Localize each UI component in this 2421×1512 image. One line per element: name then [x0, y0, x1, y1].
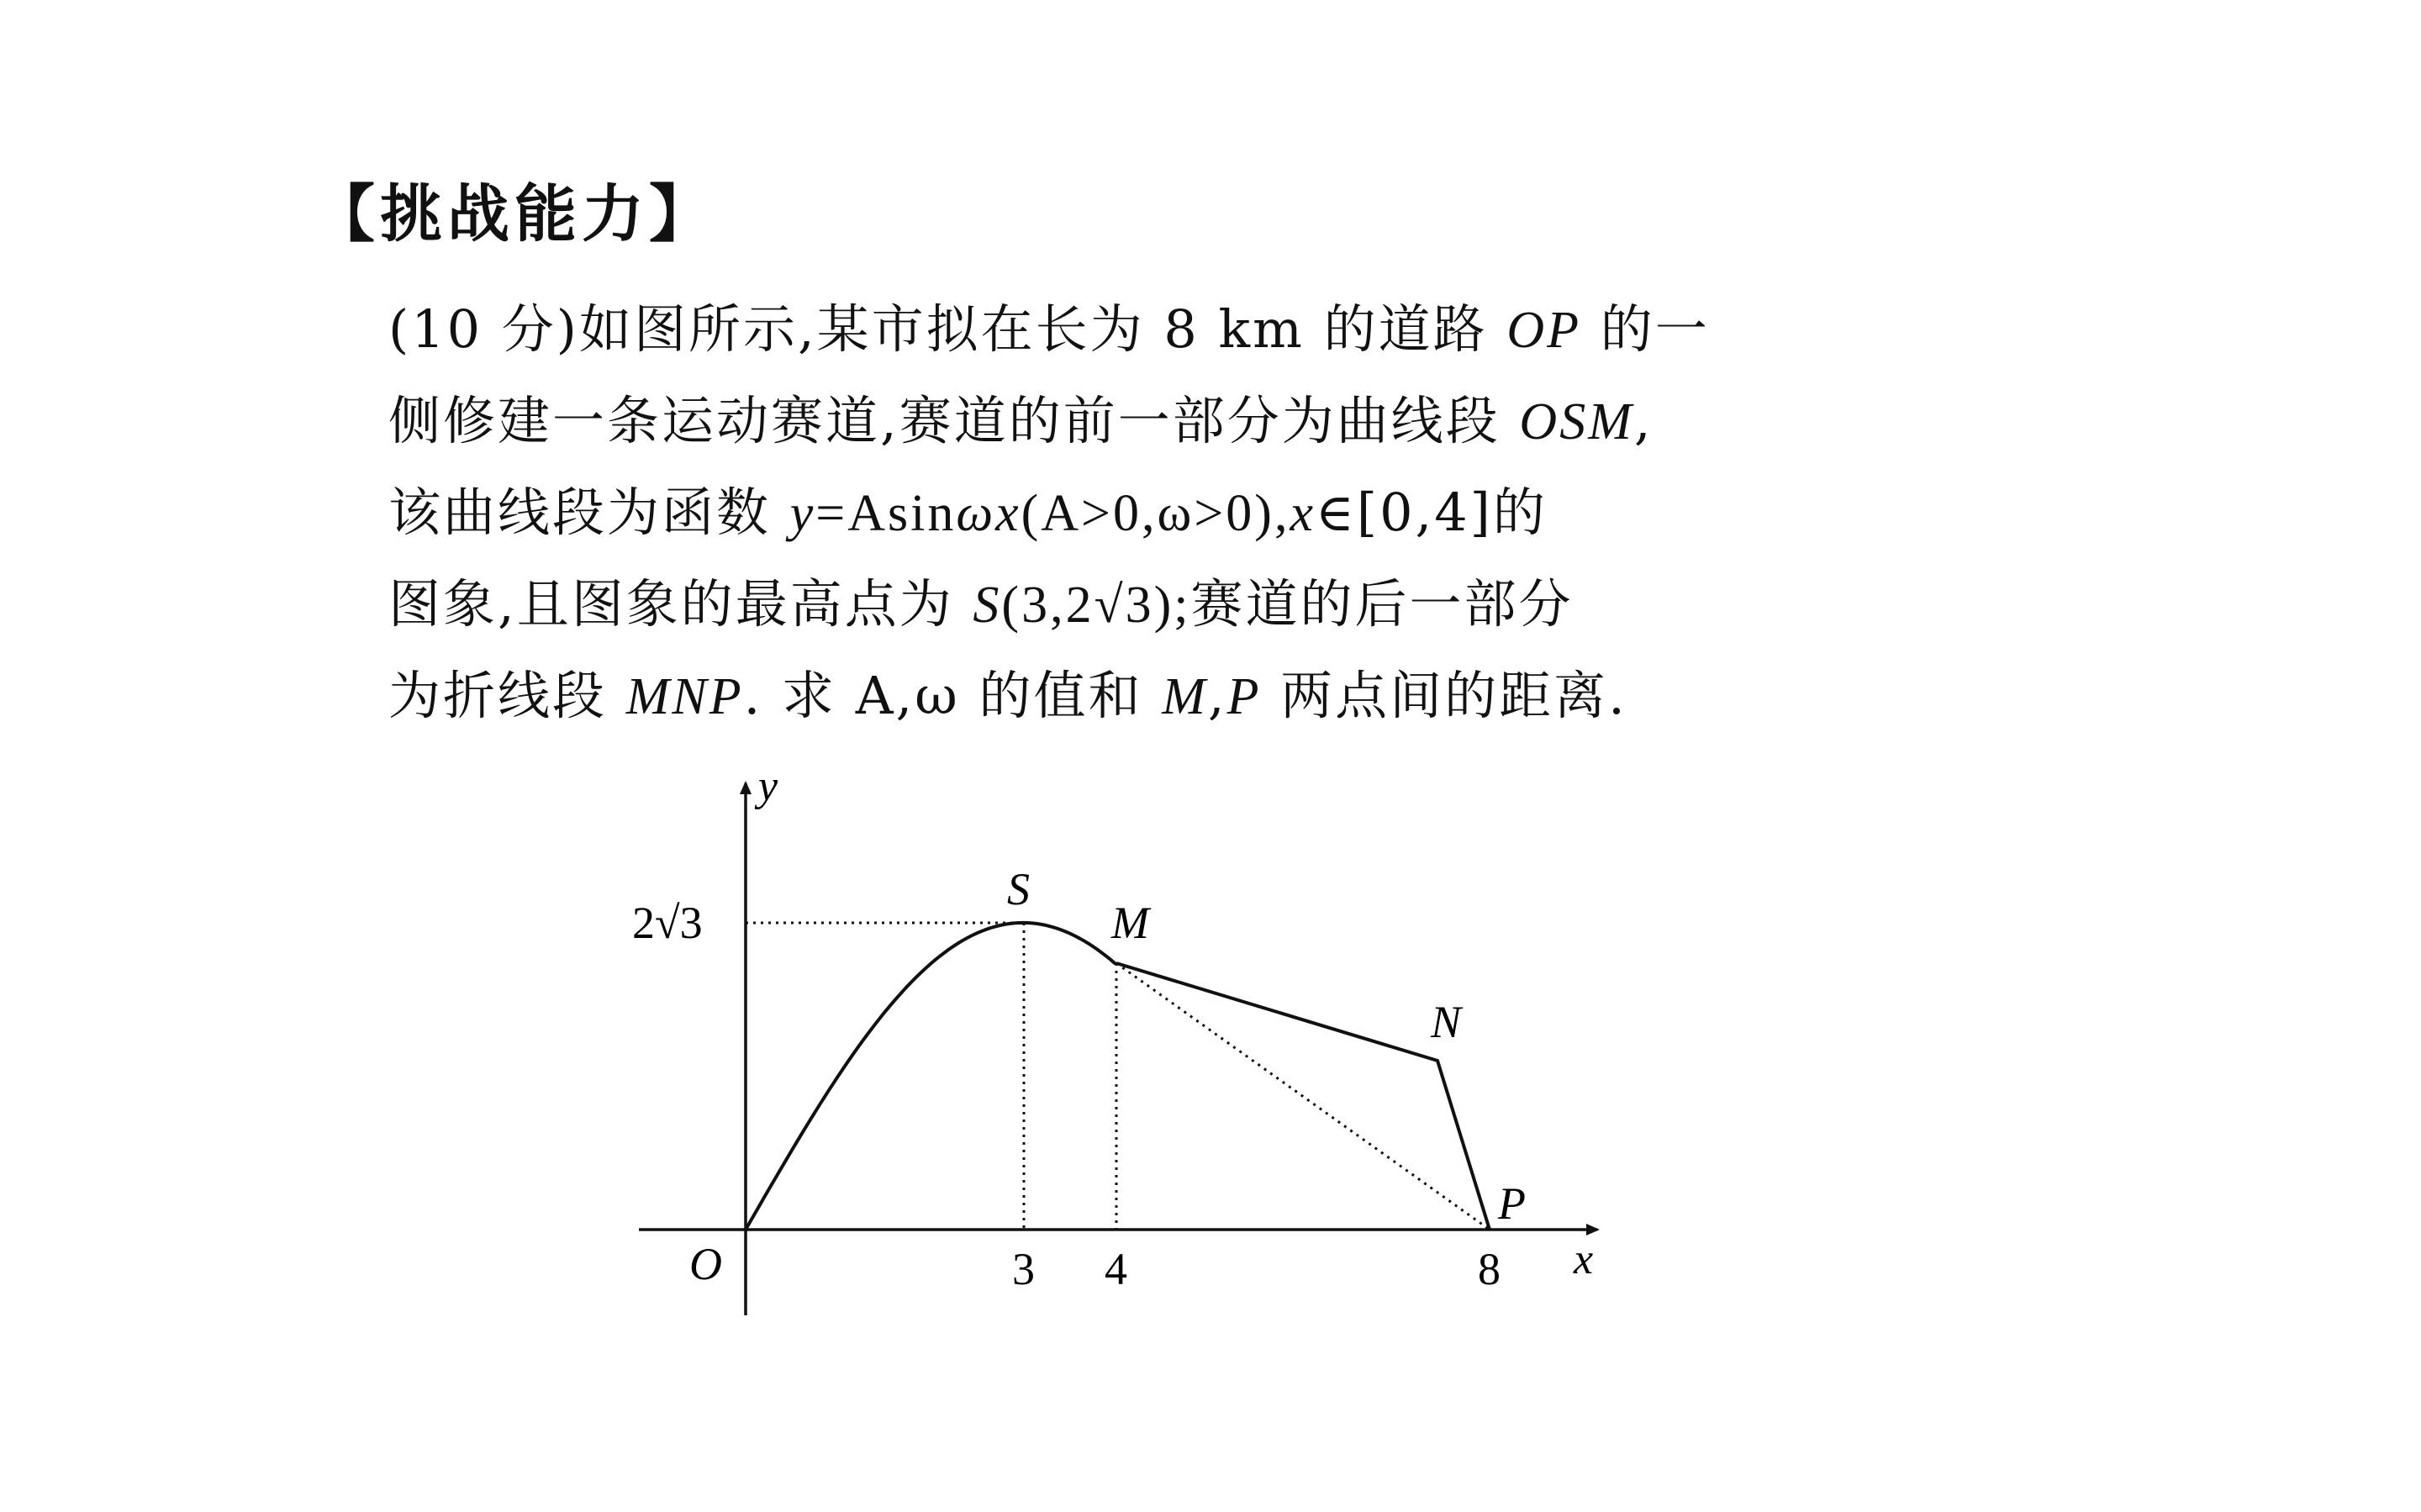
x-tick-label-3: 3 — [1012, 1244, 1035, 1294]
point-label-p: P — [1498, 1178, 1526, 1229]
function-graph-figure — [605, 765, 1648, 1353]
x-tick-label-8: 8 — [1478, 1244, 1501, 1294]
problem-line-2: 侧修建一条运动赛道,赛道的前一部分为曲线段 OSM, — [388, 390, 1654, 451]
point-label-s: S — [1007, 864, 1030, 914]
point-label-n: N — [1431, 997, 1462, 1047]
problem-text — [388, 284, 1885, 742]
curve-osm — [746, 923, 1116, 1230]
y-axis-label: y — [758, 765, 778, 810]
origin-label: O — [689, 1239, 722, 1289]
problem-line-3: 该曲线段为函数 y=Asinωx(A>0,ω>0),x∈[0,4]的 — [388, 482, 1548, 543]
x-tick-label-4: 4 — [1105, 1244, 1127, 1294]
point-label-m: M — [1111, 898, 1149, 948]
x-axis-label: x — [1574, 1235, 1594, 1283]
problem-line-1: (10 分)如图所示,某市拟在长为 8 km 的道路 OP 的一 — [388, 298, 1710, 360]
section-heading: 【挑战能力】 — [313, 178, 716, 250]
y-tick-label: 2√3 — [632, 898, 703, 948]
problem-line-5: 为折线段 MNP. 求 A,ω 的值和 M,P 两点间的距离. — [388, 665, 1627, 726]
problem-line-4: 图象,且图象的最高点为 S(3,2√3);赛道的后一部分 — [388, 573, 1574, 635]
